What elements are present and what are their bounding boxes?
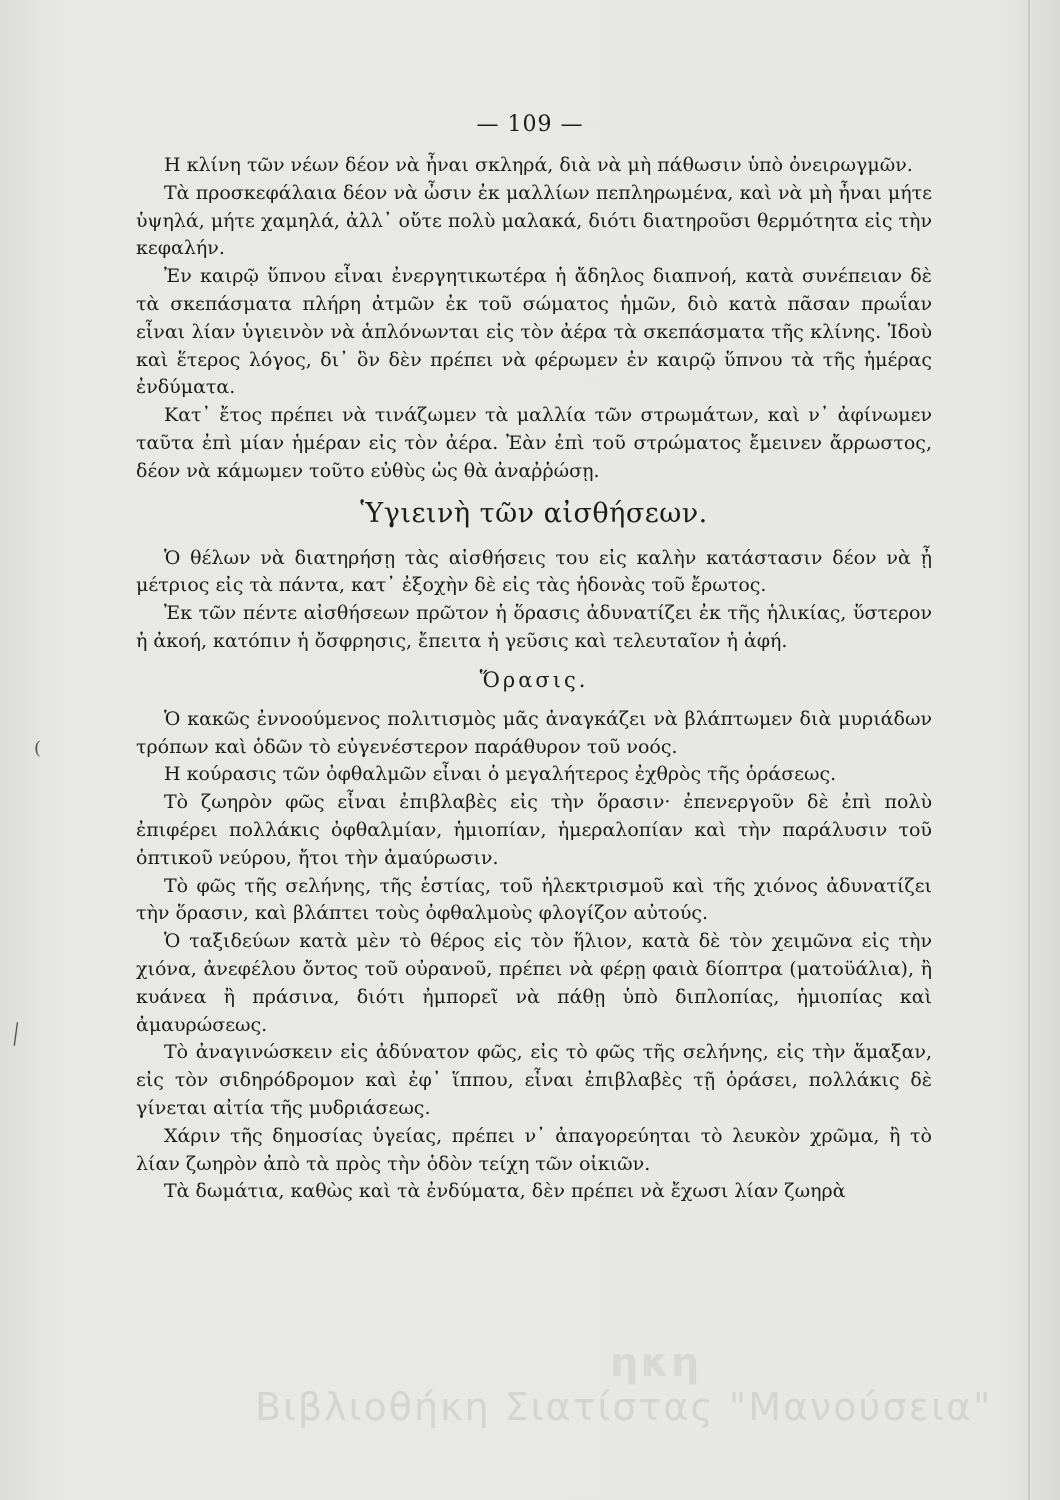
page-fold-shadow (1028, 0, 1030, 1500)
paragraph: Τὰ προσκεφάλαια δέον νὰ ὦσιν ἐκ μαλλίων πεπληρωμένα, καὶ νὰ μὴ ἦναι μήτε ὑψηλά, μήτε χαμηλά, ἀλλ᾽ οὔτε πολὺ μαλακά, διότι διατηροῦσι θερμότητα εἰς τὴν κεφαλήν. (136, 181, 932, 260)
library-watermark-fragment: ηκη (610, 1340, 702, 1386)
section-heading: Ὑγιεινὴ τῶν αἰσθήσεων. (360, 497, 708, 529)
paragraph: Τὸ φῶς τῆς σελήνης, τῆς ἑστίας, τοῦ ἠλεκτρισμοῦ καὶ τῆς χιόνος ἀδυνατίζει τὴν ὅρασιν, καὶ βλάπτει τοὺς ὀφθαλμοὺς φλογίζον αὐτούς. (136, 874, 932, 925)
margin-tick-mark: ( (34, 738, 42, 759)
margin-stroke-mark: ╲ (4, 1022, 26, 1047)
paragraph: Τὰ δωμάτια, καθὼς καὶ τὰ ἐνδύματα, δὲν πρέπει νὰ ἔχωσι λίαν ζωηρὰ (164, 1180, 846, 1203)
paragraph: Τὸ ἀναγινώσκειν εἰς ἀδύνατον φῶς, εἰς τὸ φῶς τῆς σελήνης, εἰς τὴν ἅμαξαν, εἰς τὸν σιδηρόδρομον καὶ ἐφ᾽ ἵππου, εἶναι ἐπιβλαβὲς τῇ ὁράσει, πολλάκις δὲ γίνεται αἰτία τῆς μυδριάσεως. (136, 1041, 932, 1119)
paragraph: Η κούρασις τῶν ὀφθαλμῶν εἶναι ὁ μεγαλήτερος ἐχθρὸς τῆς ὁράσεως. (164, 763, 837, 786)
paragraph: Ὁ ταξιδεύων κατὰ μὲν τὸ θέρος εἰς τὸν ἥλιον, κατὰ δὲ τὸν χειμῶνα εἰς τὴν χιόνα, ἀνεφέλου ὄντος τοῦ οὐρανοῦ, πρέπει νὰ φέρῃ φαιὰ δίοπτρα (ματοϋάλια), ἢ κυάνεα ἢ πράσινα, διότι ἠμπορεῖ νὰ πάθῃ ὑπὸ διπλοπίας, ἡμιοπίας καὶ ἀμαυρώσεως. (136, 930, 932, 1036)
paragraph: Χάριν τῆς δημοσίας ὑγείας, πρέπει ν᾽ ἀπαγορεύηται τὸ λευκὸν χρῶμα, ἢ τὸ λίαν ζωηρὸν ἀπὸ τὰ πρὸς τὴν ὁδὸν τείχη τῶν οἰκιῶν. (136, 1124, 932, 1175)
paragraph: Η κλίνη τῶν νέων δέον νὰ ἦναι σκληρά, διὰ νὰ μὴ πάθωσιν ὑπὸ ὀνειρωγμῶν. (164, 154, 913, 176)
paragraph: Ὁ κακῶς ἐννοούμενος πολιτισμὸς μᾶς ἀναγκάζει νὰ βλάπτωμεν διὰ μυριάδων τρόπων καὶ ὁδῶν τὸ εὐγενέστερον παράθυρον τοῦ νοός. (136, 707, 932, 758)
page-number: — 109 — (476, 112, 584, 137)
text-block (136, 152, 932, 1206)
paragraph: Ὁ θέλων νὰ διατηρήσῃ τὰς αἰσθήσεις του εἰς καλὴν κατάστασιν δέον νὰ ᾖ μέτριος εἰς τὰ πάντα, κατ᾽ ἐξοχὴν δὲ εἰς τὰς ἡδονὰς τοῦ ἔρωτος. (136, 546, 932, 597)
paragraph: Κατ᾽ ἔτος πρέπει νὰ τινάζωμεν τὰ μαλλία τῶν στρωμάτων, καὶ ν᾽ ἀφίνωμεν ταῦτα ἐπὶ μίαν ἡμέραν εἰς τὸν ἀέρα. Ἐὰν ἐπὶ τοῦ στρώματος ἔμεινεν ἄρρωστος, δέον νὰ κάμωμεν τοῦτο εὐθὺς ὡς θὰ ἀναῤῥώσῃ. (136, 404, 932, 482)
paragraph: Τὸ ζωηρὸν φῶς εἶναι ἐπιβλαβὲς εἰς τὴν ὅρασιν· ἐπενεργοῦν δὲ ἐπὶ πολὺ ἐπιφέρει πολλάκις ὀφθαλμίαν, ἡμιοπίαν, ἡμεραλοπίαν καὶ τὴν παράλυσιν τοῦ ὀπτικοῦ νεύρου, ἤτοι τὴν ἀμαύρωσιν. (136, 791, 932, 869)
library-watermark: Βιβλιοθήκη Σιατίστας "Μανούσεια" (255, 1385, 993, 1429)
paragraph: Ἐν καιρῷ ὕπνου εἶναι ἐνεργητικωτέρα ἡ ἄδηλος διαπνοή, κατὰ συνέπειαν δὲ τὰ σκεπάσματα πλήρη ἀτμῶν ἐκ τοῦ σώματος ἡμῶν, διὸ κατὰ πᾶσαν πρωΐαν εἶναι λίαν ὑγιεινὸν νὰ ἁπλόνωνται εἰς τὸν ἀέρα τὰ σκεπάσματα τῆς κλίνης. Ἰδοὺ καὶ ἕτερος λόγος, δι᾽ ὃν δὲν πρέπει νὰ φέρωμεν ἐν καιρῷ ὕπνου τὰ τῆς ἡμέρας ἐνδύματα. (136, 265, 932, 399)
paragraph: Ἐκ τῶν πέντε αἰσθήσεων πρῶτον ἡ ὅρασις ἀδυνατίζει ἐκ τῆς ἡλικίας, ὕστερον ἡ ἀκοή, κατόπιν ἡ ὄσφρησις, ἔπειτα ἡ γεῦσις καὶ τελευταῖον ἡ ἁφή. (136, 602, 932, 652)
subsection-heading: Ὅρασις. (479, 667, 589, 692)
